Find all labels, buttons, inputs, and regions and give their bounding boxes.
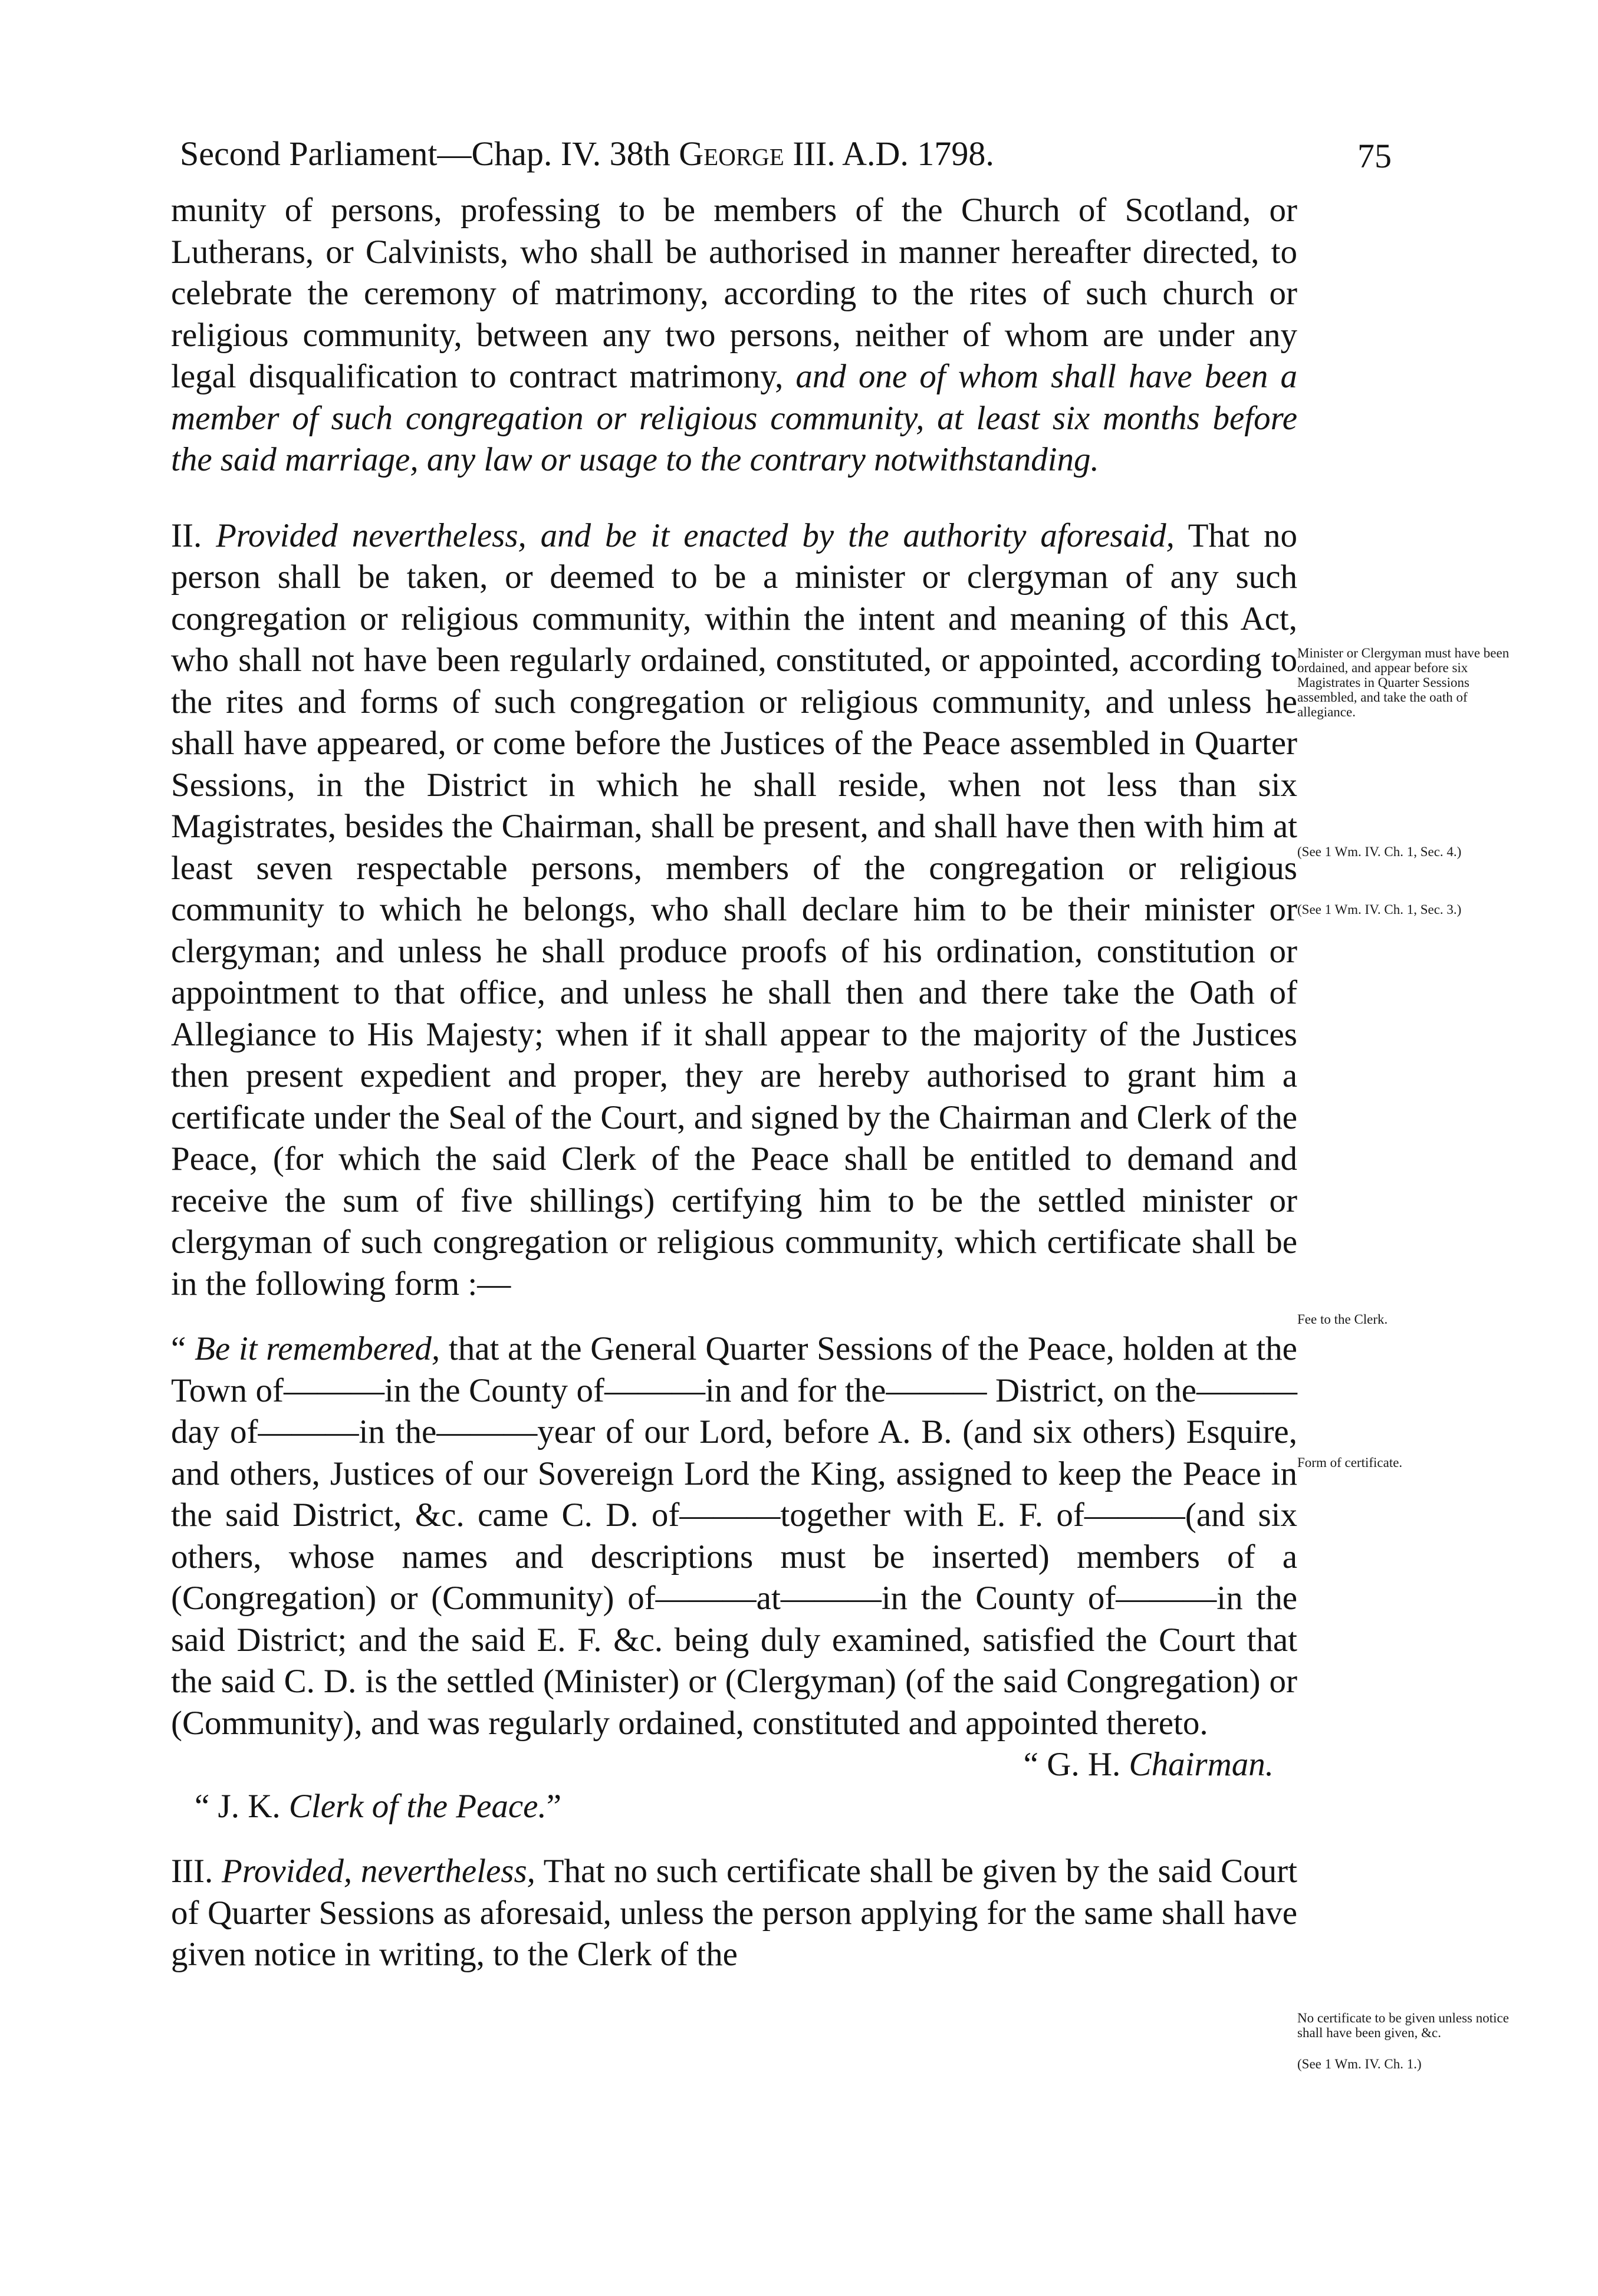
clerk-close: ” — [546, 1787, 562, 1825]
clerk-open: “ J. K. — [195, 1787, 289, 1825]
form-text: that at the General Quarter Sessions of the Peace, holden at the Town of———in the County of———in and for the——— District, on the———day of———in the———year of our Lord, before A. B. (and six others) Esquire, and others, Justices of our Sovereign Lord the King, assigned to keep the Peace in the said District, &c. came C. D. of———together with E. F. of———(and six others, whose names and descriptions must be inserted) members of a (Congregation) or (Community) of———at———in the County of———in the said District; and the said E. F. &c. being duly examined, satisfied the Court that the said C. D. is the settled (Minister) or (Clergyman) (of the said Congregation) or (Community), and was regularly ordained, constituted and appointed thereto. — [171, 1330, 1297, 1742]
running-title-part2: III. A.D. 1798. — [784, 134, 994, 173]
paragraph-1-italic: and one of whom shall have been a member of such congregation or religious community, at least six months before the said marriage, any law or usage to the contrary notwithstanding. — [171, 358, 1297, 478]
margin-note-2: Minister or Clergyman must have been ordained, and appear before six Magistrates in Quarter Sessions assembled, and take the oath of allegiance. — [1297, 646, 1510, 719]
margin-note-6: No certificate to be given unless notice shall have been given, &c. — [1297, 2011, 1509, 2040]
margin-note-5: Form of certificate. — [1297, 1455, 1403, 1470]
running-header — [180, 134, 1297, 173]
form-open-quote: “ — [171, 1330, 195, 1367]
clerk-signature — [171, 1786, 1297, 1828]
paragraph-2-text: That no person shall be taken, or deemed to be a minister or clergyman of any such congregation or religious community, within the intent and meaning of this Act, who shall not have been regularly ordained, constituted, or appointed, according to the rites and forms of such congregation or religious community, and unless he shall have appeared, or come before the Justices of the Peace assembled in Quarter Sessions, in the District in which he shall reside, when not less than six Magistrates, besides the Chairman, shall be present, and shall have then with him at least seven respectable persons, members of the congregation or religious community to which he belongs, who shall declare him to be their minister or clergyman; and unless he shall produce proofs of his ordination, constitution or appointment to that office, and unless he shall then and there take the Oath of Allegiance to His Majesty; when if it shall appear to the majority of the Justices then present expedient and proper, they are hereby authorised to grant him a certificate under the Seal of the Court, and signed by the Chairman and Clerk of the Peace, (for which the said Clerk of the Peace shall be entitled to demand and receive the sum of five shillings) certifying him to be the settled minister or clergyman of such congregation or religious community, which certificate shall be in the following form :— — [171, 517, 1297, 1302]
body-text — [171, 190, 1297, 1976]
paragraph-3 — [171, 1851, 1297, 1976]
margin-note-1: (See 1 Wm. IV. Ch. 1, Sec. 3.) — [1297, 902, 1462, 917]
margin-note-3: (See 1 Wm. IV. Ch. 1, Sec. 4.) — [1297, 844, 1462, 859]
paragraph-3-italic: Provided, nevertheless, — [222, 1853, 535, 1890]
paragraph-3-number: III. — [171, 1853, 222, 1890]
chairman-signature — [171, 1744, 1297, 1786]
form-italic: Be it remembered, — [195, 1330, 440, 1367]
page-number: 75 — [1357, 137, 1392, 175]
chairman-italic: Chairman. — [1129, 1746, 1274, 1783]
clerk-italic: Clerk of the Peace. — [288, 1787, 547, 1825]
paragraph-3-text: That no such certificate shall be given by the said Court of Quarter Sessions as aforesaid, unless the person applying for the same shall have given notice in writing, to the Clerk of the — [171, 1853, 1297, 1973]
chairman-open: “ G. H. — [1023, 1746, 1129, 1783]
margin-note-7: (See 1 Wm. IV. Ch. 1.) — [1297, 2057, 1422, 2071]
paragraph-1 — [171, 190, 1297, 481]
running-title-part1: Second Parliament—Chap. IV. 38th — [180, 134, 679, 173]
paragraph-1-text: munity of persons, professing to be members of the Church of Scotland, or Lutherans, or Calvinists, who shall be authorised in manner hereafter directed, to celebrate the ceremony of matrimony, according to the rites of such church or religious community, between any two persons, neither of whom are under any legal disqualification to contract matrimony, — [171, 192, 1297, 395]
paragraph-2-italic: Provided nevertheless, and be it enacted by the authority aforesaid, — [216, 517, 1175, 554]
paragraph-2 — [171, 515, 1297, 1305]
margin-note-4: Fee to the Clerk. — [1297, 1312, 1388, 1327]
paragraph-2-number: II. — [171, 517, 216, 554]
certificate-form — [171, 1328, 1297, 1744]
running-title-king: George — [679, 134, 784, 173]
